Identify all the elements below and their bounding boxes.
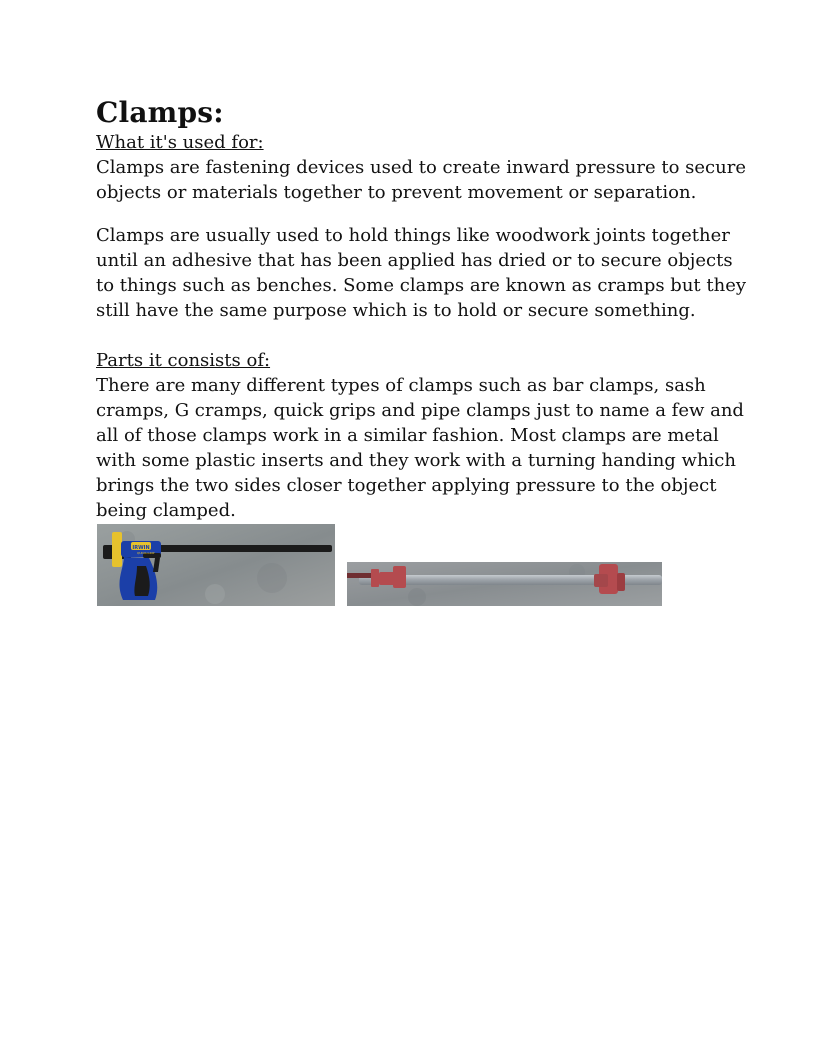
section-heading-parts: Parts it consists of:: [96, 350, 271, 371]
irwin-logo-text: IRWIN: [132, 545, 150, 551]
quick-grip-label-text: QUICK-GRIP: [137, 551, 155, 555]
section-heading-uses: What it's used for:: [96, 132, 264, 153]
paragraph-spacer: [96, 205, 746, 223]
uses-paragraph-2: Clamps are usually used to hold things like woodwork joints together until an adhesive that has been applied has dried or to secure objects to things such as benches. Some clamps are known as cramps but they still have the same purpose which is to hold or secure something.: [96, 225, 747, 321]
parts-paragraph-1: There are many different types of clamps such as bar clamps, sash cramps, G cramps, quick grips and pipe clamps just to name a few and all of those clamps work in a similar fashion. Most clamps are metal with some plastic inserts and they work with a turning handing which brings the two sides closer together applying pressure to the object being clamped.: [96, 375, 744, 521]
pipe-clamp-image: [347, 562, 662, 606]
section-spacer: [96, 323, 746, 348]
quick-grip-clamp-image: [97, 524, 335, 606]
pipe-clamp-photo: [347, 562, 662, 606]
clamp-photo-row: [97, 524, 667, 606]
uses-paragraph-1: Clamps are fastening devices used to create inward pressure to secure objects or materials together to prevent movement or separation.: [96, 157, 746, 203]
quick-grip-clamp-photo: [97, 524, 335, 606]
page-title: Clamps:: [96, 96, 224, 129]
document-page: [96, 96, 746, 523]
